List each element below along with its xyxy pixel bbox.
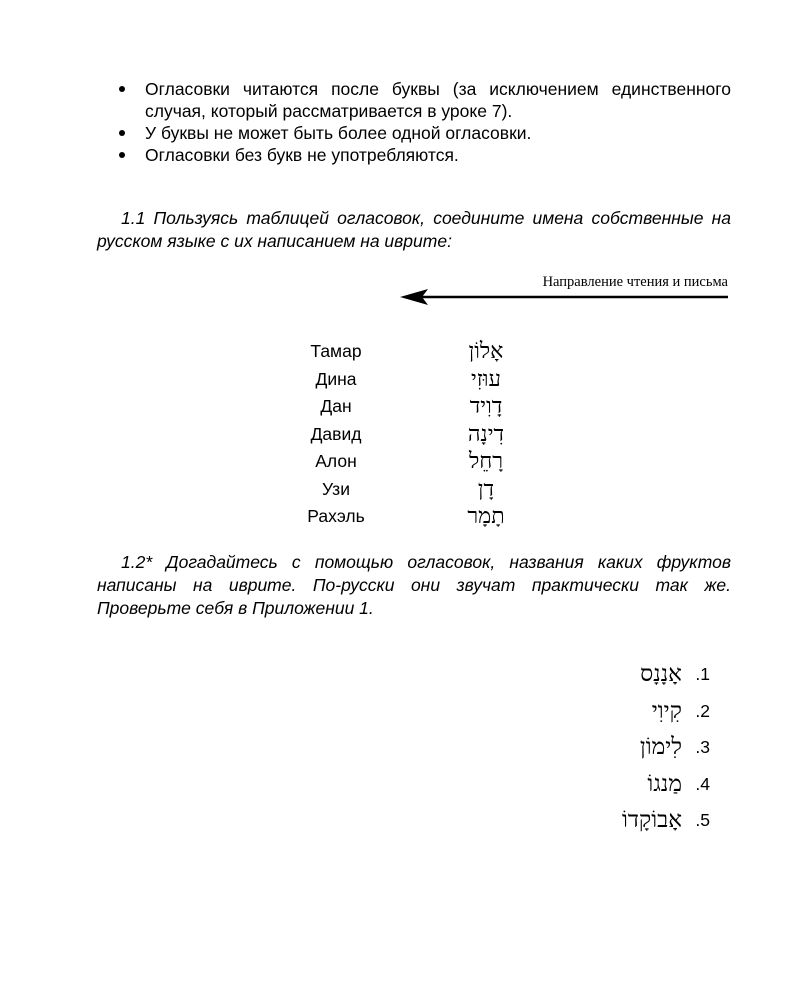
hebrew-fruit: אָנָנָס — [640, 661, 682, 687]
item-number: .3 — [695, 737, 710, 757]
rule-item — [97, 122, 731, 144]
table-row — [286, 448, 546, 476]
list-item — [560, 731, 710, 768]
hebrew-fruit: מַנגוֹ — [647, 770, 682, 797]
hebrew-name: אָלוֹן — [468, 339, 504, 364]
hebrew-fruit: לִימוֹן — [639, 734, 682, 760]
rule-item — [97, 78, 731, 122]
table-row — [286, 338, 546, 366]
item-number: .4 — [695, 773, 710, 794]
list-item — [560, 658, 710, 695]
bullet-icon — [119, 130, 125, 136]
table-row — [286, 421, 546, 449]
reading-direction — [400, 274, 730, 306]
rule-item — [97, 144, 731, 166]
rule-text: Огласовки читаются после буквы (за исключением единственного случая, который рассматривается в уроке 7). — [145, 79, 731, 121]
table-row — [286, 393, 546, 421]
hebrew-name: דָוִיד — [469, 394, 503, 419]
russian-name: Тамар — [310, 341, 362, 361]
hebrew-name: תָמָר — [467, 504, 505, 529]
table-row — [286, 476, 546, 504]
russian-name: Дина — [315, 368, 357, 389]
fruit-list — [560, 658, 710, 841]
bullet-icon — [119, 152, 125, 158]
russian-name: Алон — [315, 451, 357, 471]
hebrew-name: דִינָה — [467, 421, 505, 447]
bullet-icon — [119, 86, 125, 92]
table-row — [286, 503, 546, 531]
russian-name: Узи — [322, 478, 350, 499]
hebrew-name: עוּזִי — [471, 366, 501, 392]
rule-text: У буквы не может быть более одной огласовки. — [145, 123, 532, 143]
russian-name: Дан — [320, 396, 352, 416]
table-row — [286, 366, 546, 394]
exercise-1-instructions: 1.1 Пользуясь таблицей огласовок, соедините имена собственные на русском языке с их написанием на иврите: — [97, 208, 731, 251]
item-number: .1 — [695, 664, 710, 684]
hebrew-name: דָן — [477, 476, 495, 502]
rules-list — [97, 78, 731, 166]
russian-name: Давид — [310, 423, 362, 444]
matching-table — [286, 338, 546, 531]
exercise-2-instructions: 1.2* Догадайтесь с помощью огласовок, названия каких фруктов написаны на иврите. По-русски они звучат практически так же. Проверьте себя в Приложении 1. — [97, 552, 731, 618]
list-item — [560, 768, 710, 805]
hebrew-fruit: אָבוֹקָדוֹ — [621, 807, 682, 833]
left-arrow-icon — [400, 287, 730, 307]
reading-direction-label: Направление чтения и письма — [542, 274, 728, 290]
list-item — [560, 695, 710, 732]
item-number: .5 — [695, 810, 710, 830]
item-number: .2 — [695, 700, 710, 721]
list-item — [560, 804, 710, 841]
hebrew-name: רָחֵל — [468, 449, 504, 474]
hebrew-fruit: קִיוִי — [651, 697, 682, 724]
russian-name: Рахэль — [307, 506, 365, 526]
rule-text: Огласовки без букв не употребляются. — [145, 145, 459, 165]
